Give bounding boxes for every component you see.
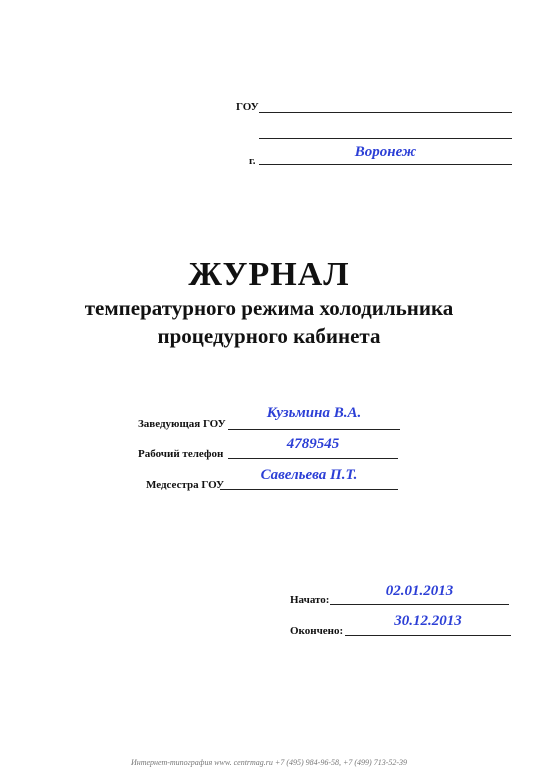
end-line[interactable]	[345, 635, 511, 636]
nurse-line[interactable]	[220, 489, 398, 490]
head-line[interactable]	[228, 429, 400, 430]
org-label: ГОУ	[236, 101, 259, 113]
printer-footer: Интернет-типография www. centrmag.ru +7 (495) 984-96-58, +7 (499) 713-52-39	[130, 758, 408, 767]
org-line-2[interactable]	[259, 138, 512, 139]
nurse-label: Медсестра ГОУ	[146, 479, 225, 491]
phone-value: 4789545	[286, 436, 340, 452]
phone-line[interactable]	[228, 458, 398, 459]
start-value: 02.01.2013	[385, 583, 454, 599]
phone-label: Рабочий телефон	[138, 448, 224, 460]
journal-title: ЖУРНАЛ	[188, 256, 350, 293]
end-label: Окончено:	[290, 625, 344, 637]
org-line[interactable]	[259, 112, 512, 113]
nurse-value: Савельева П.Т.	[260, 467, 358, 483]
start-line[interactable]	[330, 604, 509, 605]
city-line[interactable]	[259, 164, 512, 165]
journal-subtitle-1: температурного режима холодильника	[84, 296, 454, 320]
start-label: Начато:	[290, 594, 330, 606]
end-value: 30.12.2013	[394, 613, 462, 629]
city-value: Воронеж	[354, 144, 417, 160]
head-label: Заведующая ГОУ	[138, 418, 226, 430]
journal-subtitle-2: процедурного кабинета	[157, 324, 381, 348]
city-label: г.	[249, 155, 256, 167]
head-value: Кузьмина В.А.	[266, 405, 362, 421]
